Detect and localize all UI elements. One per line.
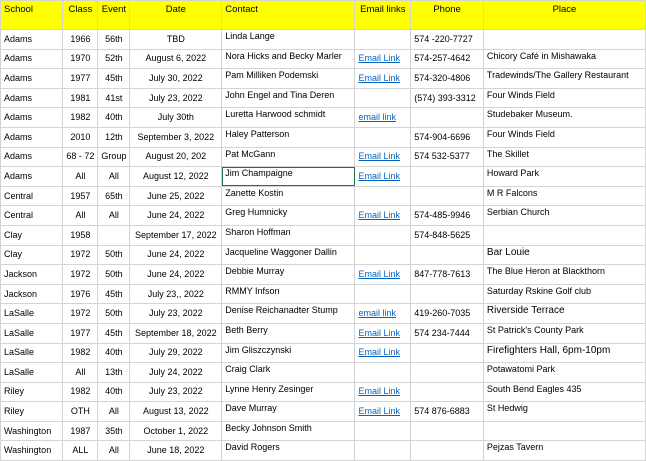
cell-school[interactable]: LaSalle <box>1 343 63 363</box>
email-link[interactable]: Email Link <box>358 210 400 221</box>
cell-phone[interactable] <box>411 245 484 265</box>
cell-date[interactable]: August 20, 202 <box>130 147 222 167</box>
cell-place[interactable]: Studebaker Museum. <box>483 108 645 128</box>
cell-date[interactable]: July 23,, 2022 <box>130 284 222 304</box>
cell-event[interactable]: All <box>98 441 130 461</box>
cell-phone[interactable]: 574 -220-7727 <box>411 30 484 50</box>
cell-date[interactable]: June 24, 2022 <box>130 245 222 265</box>
cell-phone[interactable]: 574 876-6883 <box>411 402 484 422</box>
cell-email[interactable] <box>355 323 411 343</box>
cell-place[interactable]: Howard Park <box>483 167 645 187</box>
cell-school[interactable]: LaSalle <box>1 363 63 383</box>
cell-school[interactable]: Jackson <box>1 265 63 285</box>
cell-class[interactable]: 1977 <box>63 323 98 343</box>
cell-event[interactable]: 45th <box>98 323 130 343</box>
cell-class[interactable]: 1987 <box>63 421 98 441</box>
cell-school[interactable]: Central <box>1 206 63 226</box>
cell-contact[interactable]: Greg Humnicky <box>222 206 355 226</box>
table-row <box>1 69 646 89</box>
cell-contact[interactable]: Zanette Kostin <box>222 186 355 206</box>
cell-class[interactable]: 1982 <box>63 108 98 128</box>
cell-date[interactable]: August 6, 2022 <box>130 49 222 69</box>
cell-event[interactable]: All <box>98 402 130 422</box>
cell-email[interactable] <box>355 421 411 441</box>
cell-event[interactable]: 50th <box>98 265 130 285</box>
cell-phone[interactable]: (574) 393-3312 <box>411 88 484 108</box>
header-school[interactable]: School <box>1 1 63 30</box>
cell-date[interactable]: TBD <box>130 30 222 50</box>
cell-event[interactable]: All <box>98 167 130 187</box>
cell-contact[interactable]: Jim Champaigne <box>222 167 355 187</box>
email-link[interactable]: Email Link <box>358 406 400 417</box>
table-row <box>1 30 646 50</box>
cell-date[interactable]: June 24, 2022 <box>130 265 222 285</box>
cell-date[interactable]: July 30th <box>130 108 222 128</box>
cell-school[interactable]: Riley <box>1 402 63 422</box>
cell-contact[interactable]: Jacqueline Waggoner Dallin <box>222 245 355 265</box>
email-link[interactable]: email link <box>358 308 396 319</box>
cell-school[interactable]: Washington <box>1 441 63 461</box>
table-row <box>1 108 646 128</box>
cell-email[interactable] <box>355 304 411 324</box>
cell-contact[interactable]: John Engel and Tina Deren <box>222 88 355 108</box>
cell-phone[interactable]: 574-320-4806 <box>411 69 484 89</box>
cell-class[interactable]: 1972 <box>63 265 98 285</box>
cell-school[interactable]: Adams <box>1 69 63 89</box>
cell-phone[interactable]: 847-778-7613 <box>411 265 484 285</box>
cell-class[interactable]: 1958 <box>63 225 98 245</box>
cell-school[interactable]: Adams <box>1 108 63 128</box>
cell-phone[interactable]: 574-485-9946 <box>411 206 484 226</box>
cell-class[interactable]: 68 - 72 <box>63 147 98 167</box>
table-row <box>1 127 646 147</box>
cell-event[interactable]: 40th <box>98 108 130 128</box>
cell-email[interactable] <box>355 382 411 402</box>
cell-email[interactable] <box>355 147 411 167</box>
cell-place[interactable]: The Blue Heron at Blackthorn <box>483 265 645 285</box>
cell-event[interactable]: 12th <box>98 127 130 147</box>
cell-event[interactable]: 65th <box>98 186 130 206</box>
cell-email[interactable] <box>355 69 411 89</box>
cell-email[interactable] <box>355 402 411 422</box>
cell-phone[interactable] <box>411 186 484 206</box>
cell-email[interactable] <box>355 441 411 461</box>
cell-place[interactable] <box>483 225 645 245</box>
cell-email[interactable] <box>355 284 411 304</box>
cell-event[interactable] <box>98 225 130 245</box>
cell-event[interactable]: 56th <box>98 30 130 50</box>
table-row <box>1 343 646 363</box>
table-row <box>1 245 646 265</box>
cell-school[interactable]: LaSalle <box>1 304 63 324</box>
cell-class[interactable]: 1970 <box>63 49 98 69</box>
table-row <box>1 441 646 461</box>
cell-class[interactable]: All <box>63 167 98 187</box>
cell-class[interactable]: OTH <box>63 402 98 422</box>
cell-event[interactable]: 52th <box>98 49 130 69</box>
cell-phone[interactable]: 419-260-7035 <box>411 304 484 324</box>
email-link[interactable]: Email Link <box>358 170 400 181</box>
cell-event[interactable]: 50th <box>98 304 130 324</box>
cell-class[interactable]: 1957 <box>63 186 98 206</box>
header-phone[interactable]: Phone <box>411 1 484 30</box>
email-link[interactable]: email link <box>358 112 396 123</box>
cell-phone[interactable]: 574 532-5377 <box>411 147 484 167</box>
cell-date[interactable]: September 18, 2022 <box>130 323 222 343</box>
cell-class[interactable]: 2010 <box>63 127 98 147</box>
email-link[interactable]: Email Link <box>358 347 400 358</box>
cell-email[interactable] <box>355 363 411 383</box>
cell-date[interactable]: August 12, 2022 <box>130 167 222 187</box>
cell-date[interactable]: July 24, 2022 <box>130 363 222 383</box>
cell-phone[interactable]: 574-848-5625 <box>411 225 484 245</box>
table-row <box>1 225 646 245</box>
cell-contact[interactable]: Nora Hicks and Becky Marler <box>222 49 355 69</box>
cell-contact[interactable]: Pam Milliken Podemski <box>222 69 355 89</box>
cell-contact[interactable]: RMMY Infson <box>222 284 355 304</box>
cell-place[interactable]: Potawatomi Park <box>483 363 645 383</box>
cell-place[interactable]: St Patrick's County Park <box>483 323 645 343</box>
cell-school[interactable]: Adams <box>1 49 63 69</box>
cell-contact[interactable]: Becky Johnson Smith <box>222 421 355 441</box>
cell-date[interactable]: June 24, 2022 <box>130 206 222 226</box>
table-row <box>1 421 646 441</box>
cell-school[interactable]: Adams <box>1 30 63 50</box>
cell-place[interactable]: South Bend Eagles 435 <box>483 382 645 402</box>
header-class[interactable]: Class <box>63 1 98 30</box>
cell-phone[interactable]: 574 234-7444 <box>411 323 484 343</box>
cell-contact[interactable]: Linda Lange <box>222 30 355 50</box>
cell-date[interactable]: July 30, 2022 <box>130 69 222 89</box>
cell-class[interactable]: 1972 <box>63 304 98 324</box>
email-link[interactable]: Email Link <box>358 53 400 64</box>
cell-contact[interactable]: Pat McGann <box>222 147 355 167</box>
cell-school[interactable]: Adams <box>1 147 63 167</box>
cell-contact[interactable]: Craig Clark <box>222 363 355 383</box>
cell-date[interactable]: October 1, 2022 <box>130 421 222 441</box>
table-row <box>1 382 646 402</box>
cell-place[interactable]: Four Winds Field <box>483 88 645 108</box>
cell-email[interactable] <box>355 49 411 69</box>
cell-event[interactable]: 41st <box>98 88 130 108</box>
cell-school[interactable]: Adams <box>1 127 63 147</box>
cell-email[interactable] <box>355 343 411 363</box>
cell-place[interactable]: M R Falcons <box>483 186 645 206</box>
cell-place[interactable]: Tradewinds/The Gallery Restaurant <box>483 69 645 89</box>
cell-place[interactable]: Saturday Rskine Golf club <box>483 284 645 304</box>
cell-event[interactable]: Group <box>98 147 130 167</box>
cell-school[interactable]: Clay <box>1 245 63 265</box>
cell-school[interactable]: Central <box>1 186 63 206</box>
cell-phone[interactable] <box>411 167 484 187</box>
header-contact[interactable]: Contact <box>222 1 355 30</box>
cell-place[interactable]: Bar Louie <box>483 245 645 265</box>
cell-event[interactable]: All <box>98 206 130 226</box>
cell-phone[interactable] <box>411 343 484 363</box>
cell-class[interactable]: 1981 <box>63 88 98 108</box>
cell-date[interactable]: June 18, 2022 <box>130 441 222 461</box>
cell-school[interactable]: LaSalle <box>1 323 63 343</box>
table-row <box>1 186 646 206</box>
cell-contact[interactable]: Debbie Murray <box>222 265 355 285</box>
cell-school[interactable]: Washington <box>1 421 63 441</box>
email-link[interactable]: Email Link <box>358 268 400 279</box>
cell-place[interactable]: Serbian Church <box>483 206 645 226</box>
cell-email[interactable] <box>355 30 411 50</box>
cell-date[interactable]: July 23, 2022 <box>130 304 222 324</box>
cell-email[interactable] <box>355 265 411 285</box>
cell-contact[interactable]: Haley Patterson <box>222 127 355 147</box>
cell-contact[interactable]: Beth Berry <box>222 323 355 343</box>
cell-email[interactable] <box>355 186 411 206</box>
cell-phone[interactable]: 574-257-4642 <box>411 49 484 69</box>
cell-place[interactable]: The Skillet <box>483 147 645 167</box>
cell-date[interactable]: July 23, 2022 <box>130 88 222 108</box>
cell-place[interactable]: Firefighters Hall, 6pm-10pm <box>483 343 645 363</box>
cell-school[interactable]: Adams <box>1 167 63 187</box>
email-link[interactable]: Email Link <box>358 386 400 397</box>
cell-date[interactable]: July 23, 2022 <box>130 382 222 402</box>
cell-phone[interactable] <box>411 108 484 128</box>
cell-class[interactable]: 1976 <box>63 284 98 304</box>
cell-place[interactable]: Riverside Terrace <box>483 304 645 324</box>
cell-school[interactable]: Adams <box>1 88 63 108</box>
cell-class[interactable]: 1972 <box>63 245 98 265</box>
table-row <box>1 323 646 343</box>
table-row <box>1 265 646 285</box>
cell-event[interactable]: 45th <box>98 284 130 304</box>
table-row <box>1 402 646 422</box>
cell-school[interactable]: Clay <box>1 225 63 245</box>
cell-class[interactable]: 1982 <box>63 382 98 402</box>
table-row <box>1 363 646 383</box>
cell-email[interactable] <box>355 245 411 265</box>
header-row <box>1 1 646 30</box>
header-email-links[interactable]: Email links <box>355 1 411 30</box>
cell-date[interactable]: August 13, 2022 <box>130 402 222 422</box>
cell-phone[interactable] <box>411 382 484 402</box>
cell-class[interactable]: ALL <box>63 441 98 461</box>
cell-contact[interactable]: Sharon Hoffman <box>222 225 355 245</box>
cell-phone[interactable]: 574-904-6696 <box>411 127 484 147</box>
cell-school[interactable]: Jackson <box>1 284 63 304</box>
header-event[interactable]: Event <box>98 1 130 30</box>
cell-date[interactable]: September 17, 2022 <box>130 225 222 245</box>
cell-date[interactable]: June 25, 2022 <box>130 186 222 206</box>
cell-email[interactable] <box>355 206 411 226</box>
cell-class[interactable]: All <box>63 206 98 226</box>
cell-contact[interactable]: Lynne Henry Zesinger <box>222 382 355 402</box>
table-row <box>1 304 646 324</box>
cell-phone[interactable] <box>411 421 484 441</box>
header-place[interactable]: Place <box>483 1 645 30</box>
table-row <box>1 147 646 167</box>
cell-email[interactable] <box>355 127 411 147</box>
table-row <box>1 88 646 108</box>
cell-event[interactable]: 40th <box>98 382 130 402</box>
cell-event[interactable]: 13th <box>98 363 130 383</box>
cell-event[interactable]: 35th <box>98 421 130 441</box>
cell-phone[interactable] <box>411 284 484 304</box>
cell-event[interactable]: 45th <box>98 69 130 89</box>
cell-phone[interactable] <box>411 363 484 383</box>
cell-contact[interactable]: Luretta Harwood schmidt <box>222 108 355 128</box>
cell-contact[interactable]: Denise Reichanadter Stump <box>222 304 355 324</box>
cell-class[interactable]: All <box>63 363 98 383</box>
cell-email[interactable] <box>355 225 411 245</box>
cell-email[interactable] <box>355 167 411 187</box>
cell-place[interactable]: St Hedwig <box>483 402 645 422</box>
cell-place[interactable] <box>483 30 645 50</box>
cell-phone[interactable] <box>411 441 484 461</box>
cell-class[interactable]: 1977 <box>63 69 98 89</box>
cell-place[interactable] <box>483 421 645 441</box>
email-link[interactable]: Email Link <box>358 72 400 83</box>
email-link[interactable]: Email Link <box>358 151 400 162</box>
email-link[interactable]: Email Link <box>358 327 400 338</box>
header-date[interactable]: Date <box>130 1 222 30</box>
cell-event[interactable]: 50th <box>98 245 130 265</box>
cell-class[interactable]: 1982 <box>63 343 98 363</box>
table-row <box>1 49 646 69</box>
cell-place[interactable]: Four Winds Field <box>483 127 645 147</box>
cell-email[interactable] <box>355 108 411 128</box>
table-row <box>1 284 646 304</box>
cell-email[interactable] <box>355 88 411 108</box>
cell-class[interactable]: 1966 <box>63 30 98 50</box>
cell-place[interactable]: Chicory Café in Mishawaka <box>483 49 645 69</box>
cell-date[interactable]: September 3, 2022 <box>130 127 222 147</box>
table-row <box>1 167 646 187</box>
cell-school[interactable]: Riley <box>1 382 63 402</box>
cell-contact[interactable]: Jim Gliszczynski <box>222 343 355 363</box>
cell-date[interactable]: July 29, 2022 <box>130 343 222 363</box>
cell-contact[interactable]: David Rogers <box>222 441 355 461</box>
cell-event[interactable]: 40th <box>98 343 130 363</box>
cell-contact[interactable]: Dave Murray <box>222 402 355 422</box>
table-row <box>1 206 646 226</box>
cell-place[interactable]: Pejzas Tavern <box>483 441 645 461</box>
